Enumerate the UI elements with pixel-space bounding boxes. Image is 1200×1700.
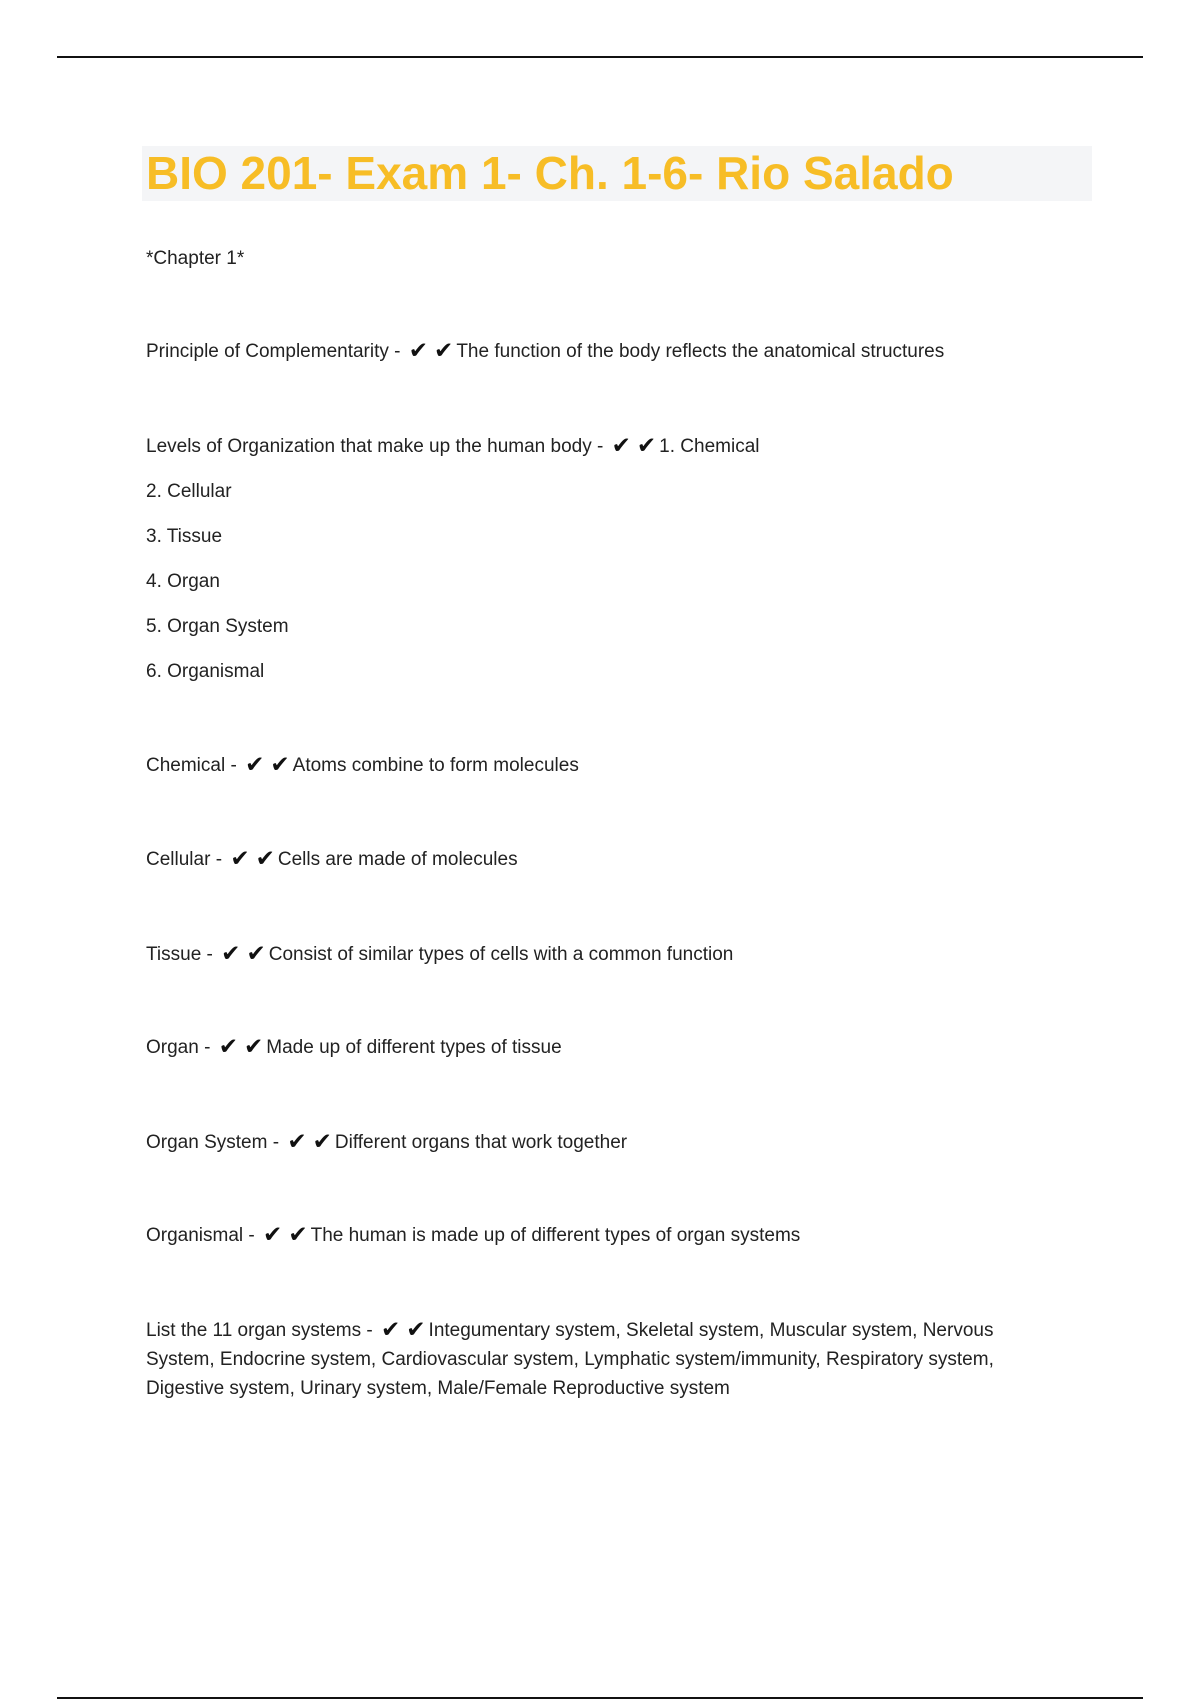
check-icon: ✔ [221, 941, 241, 967]
check-icon: ✔ [380, 1317, 401, 1343]
entry-organ [146, 1033, 562, 1062]
entry-organ-system [146, 1128, 627, 1157]
entry-chemical [146, 751, 579, 780]
check-icon: ✔ [246, 941, 266, 967]
entry-list-organ-systems [146, 1316, 1066, 1403]
entry-term: Levels of Organization that make up the human body - [146, 436, 604, 457]
chapter-heading: *Chapter 1* [146, 248, 245, 269]
entry-term: Tissue - [146, 944, 213, 965]
list-item: 5. Organ System [146, 616, 289, 637]
entry-tissue [146, 940, 733, 969]
check-icon: ✔ [230, 846, 250, 872]
document-title: BIO 201- Exam 1- Ch. 1-6- Rio Salado [146, 147, 954, 199]
entry-definition: Atoms combine to form molecules [292, 755, 579, 776]
entry-definition: Integumentary system, Skeletal system, Muscular system, Nervous System, Endocrine system, Cardiovascular system, Lymphatic system/immunity, Respiratory system, Digestive system, Urinary system, Male/Female Reproductive system [146, 1320, 994, 1399]
check-icon: ✔ [408, 338, 429, 364]
check-icon: ✔ [636, 433, 657, 459]
entry-definition: The human is made up of different types of organ systems [310, 1225, 801, 1246]
check-icon: ✔ [406, 1317, 426, 1343]
top-divider [57, 56, 1143, 58]
entry-definition: Different organs that work together [334, 1132, 628, 1153]
entry-term: Chemical - [146, 755, 237, 776]
entry-term: Organ System - [146, 1132, 280, 1153]
entry-term: Organ - [146, 1037, 211, 1058]
list-item: 2. Cellular [146, 481, 232, 502]
entry-term: Cellular - [146, 849, 223, 870]
list-item: 3. Tissue [146, 526, 223, 547]
list-item: 6. Organismal [146, 661, 265, 682]
entry-definition: Cells are made of molecules [277, 849, 518, 870]
check-icon: ✔ [263, 1222, 283, 1248]
entry-definition: 1. Chemical [659, 436, 760, 457]
check-icon: ✔ [611, 433, 631, 459]
check-icon: ✔ [288, 1222, 308, 1248]
entry-term: Principle of Complementarity - [146, 341, 401, 362]
check-icon: ✔ [245, 752, 265, 778]
entry-definition: Consist of similar types of cells with a common function [268, 944, 734, 965]
list-item: 4. Organ [146, 571, 220, 592]
entry-organismal [146, 1221, 800, 1250]
check-icon: ✔ [434, 338, 454, 364]
entry-term: List the 11 organ systems - [146, 1320, 373, 1341]
check-icon: ✔ [255, 846, 275, 872]
bottom-divider [57, 1697, 1143, 1699]
entry-cellular [146, 845, 518, 874]
entry-term: Organismal - [146, 1225, 255, 1246]
check-icon: ✔ [243, 1034, 264, 1060]
entry-definition: The function of the body reflects the anatomical structures [456, 341, 945, 362]
check-icon: ✔ [270, 752, 290, 778]
check-icon: ✔ [218, 1034, 238, 1060]
entry-levels-of-organization [146, 432, 760, 461]
check-icon: ✔ [312, 1129, 332, 1155]
check-icon: ✔ [287, 1129, 307, 1155]
entry-principle-of-complementarity [146, 337, 944, 366]
entry-definition: Made up of different types of tissue [266, 1037, 562, 1058]
